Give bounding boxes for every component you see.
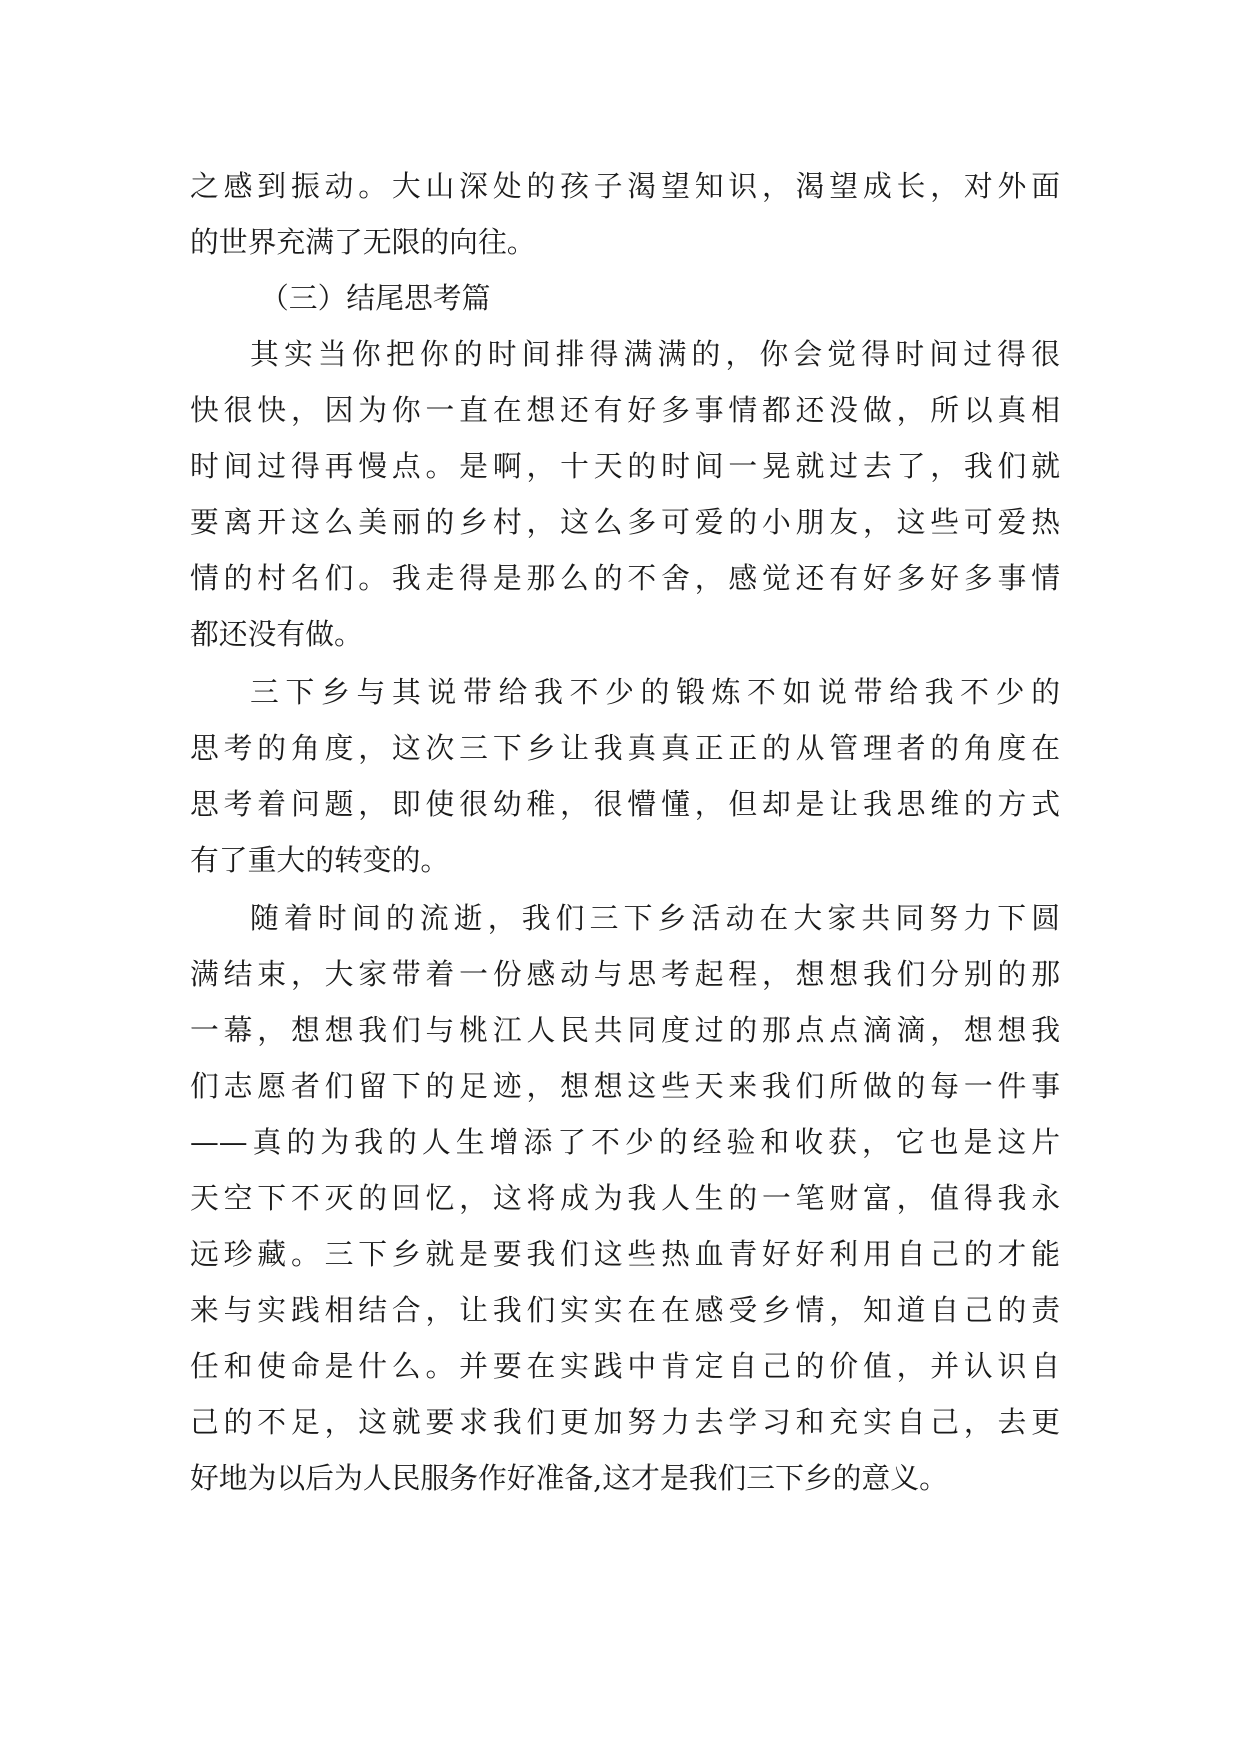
text-line: 有了重大的转变的。 bbox=[190, 843, 450, 877]
text-line: 都还没有做。 bbox=[190, 617, 363, 651]
text-line: 其实当你把你的时间排得满满的，你会觉得时间过得很 bbox=[250, 337, 1060, 371]
section-heading-text: （三）结尾思考篇 bbox=[260, 281, 491, 315]
text-line: 天空下不灭的回忆，这将成为我人生的一笔财富，值得我永 bbox=[190, 1181, 1060, 1215]
text-line: 来与实践相结合，让我们实实在在感受乡情，知道自己的责 bbox=[190, 1293, 1060, 1327]
text-line: 思考的角度，这次三下乡让我真真正正的从管理者的角度在 bbox=[190, 731, 1060, 765]
text-line: 们志愿者们留下的足迹，想想这些天来我们所做的每一件事 bbox=[190, 1069, 1060, 1103]
paragraph bbox=[190, 664, 1060, 888]
text-line: 快很快，因为你一直在想还有好多事情都还没做，所以真相 bbox=[190, 393, 1060, 427]
text-line: 之感到振动。大山深处的孩子渴望知识，渴望成长，对外面 bbox=[190, 169, 1060, 203]
text-line: 好地为以后为人民服务作好准备,这才是我们三下乡的意义。 bbox=[190, 1461, 948, 1495]
text-line: 时间过得再慢点。是啊，十天的时间一晃就过去了，我们就 bbox=[190, 449, 1060, 483]
paragraph-continuation bbox=[190, 158, 1060, 270]
text-line: 任和使命是什么。并要在实践中肯定自己的价值，并认识自 bbox=[190, 1349, 1060, 1383]
text-line: 远珍藏。三下乡就是要我们这些热血青好好利用自己的才能 bbox=[190, 1237, 1060, 1271]
text-line: 的世界充满了无限的向往。 bbox=[190, 225, 536, 259]
text-line: 要离开这么美丽的乡村，这么多可爱的小朋友，这些可爱热 bbox=[190, 505, 1060, 539]
section-heading bbox=[190, 270, 1060, 326]
text-line: 情的村名们。我走得是那么的不舍，感觉还有好多好多事情 bbox=[190, 561, 1060, 595]
text-line: 己的不足，这就要求我们更加努力去学习和充实自己，去更 bbox=[190, 1405, 1060, 1439]
text-line: 三下乡与其说带给我不少的锻炼不如说带给我不少的 bbox=[250, 675, 1060, 709]
text-line: 思考着问题，即使很幼稚，很懵懂，但却是让我思维的方式 bbox=[190, 787, 1060, 821]
text-line: 随着时间的流逝，我们三下乡活动在大家共同努力下圆 bbox=[250, 901, 1060, 935]
text-line: ——真的为我的人生增添了不少的经验和收获，它也是这片 bbox=[190, 1125, 1060, 1159]
text-line: 一幕，想想我们与桃江人民共同度过的那点点滴滴，想想我 bbox=[190, 1013, 1060, 1047]
paragraph bbox=[190, 890, 1060, 1506]
document-body bbox=[190, 158, 1060, 1506]
paragraph bbox=[190, 326, 1060, 662]
text-line: 满结束，大家带着一份感动与思考起程，想想我们分别的那 bbox=[190, 957, 1060, 991]
